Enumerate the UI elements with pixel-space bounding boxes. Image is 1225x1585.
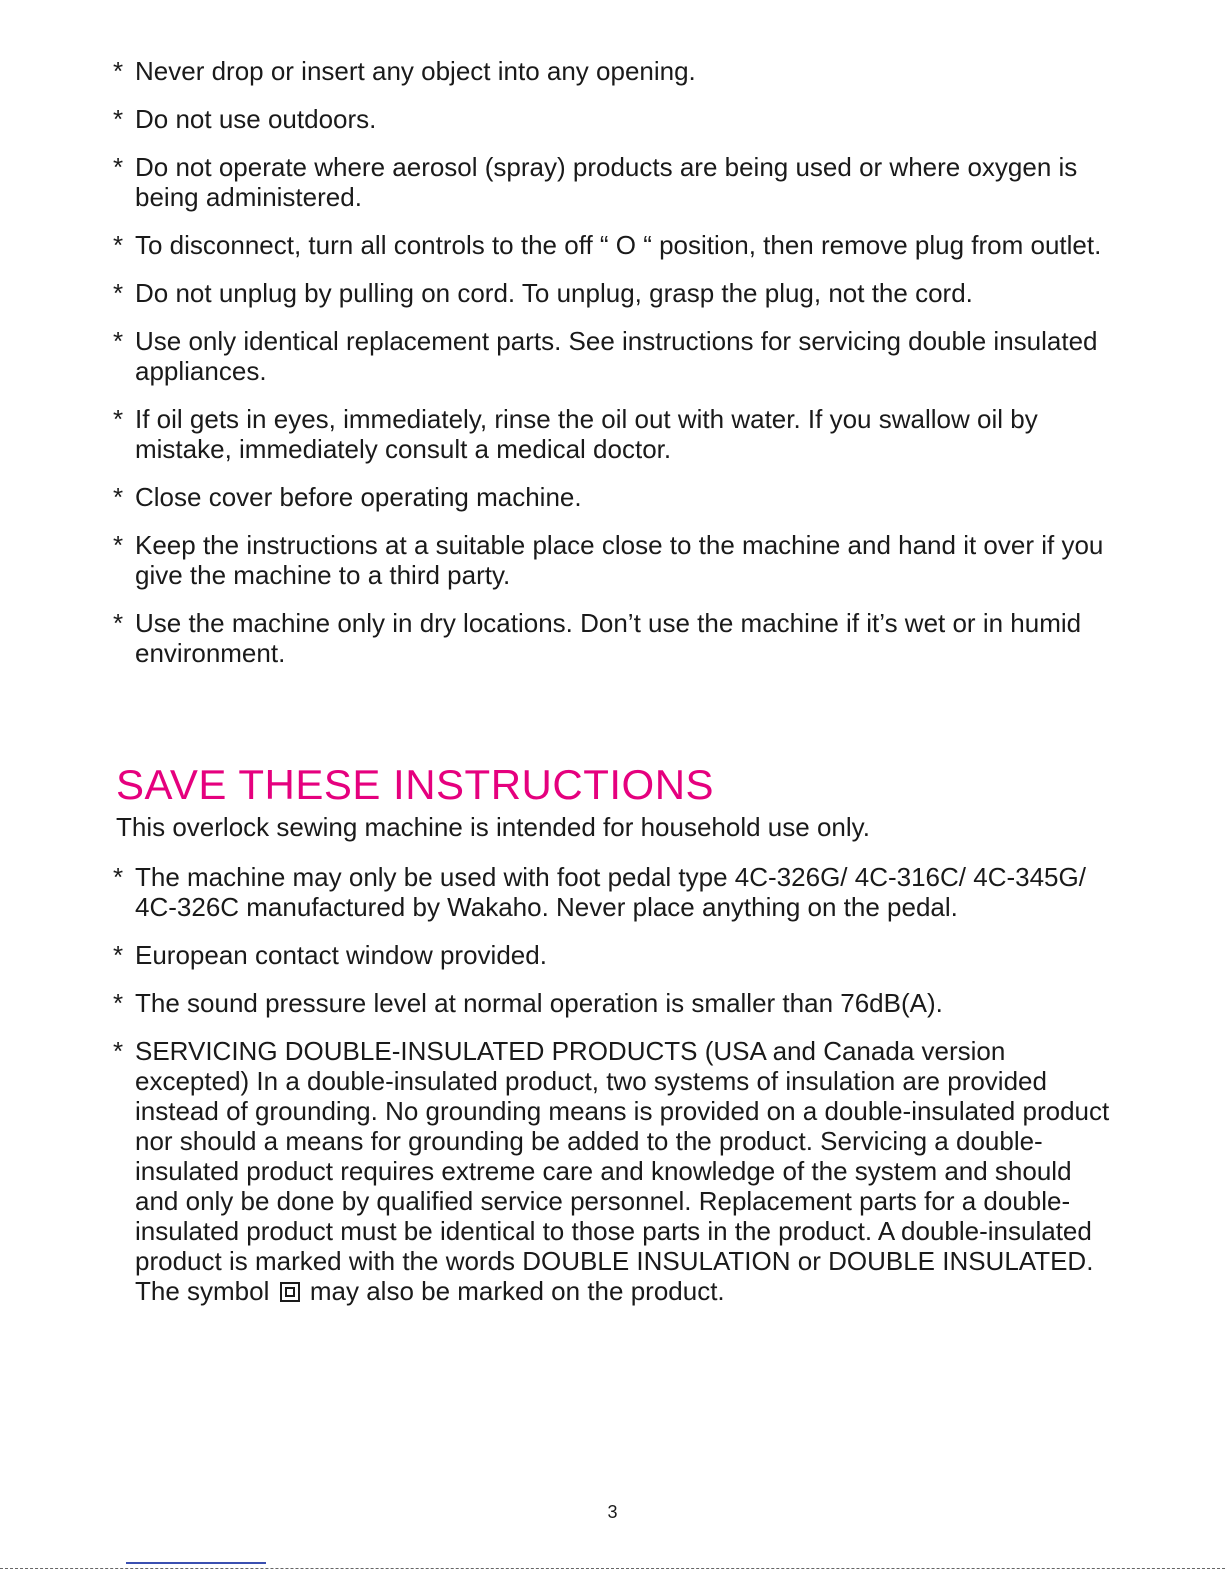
list-item (113, 482, 1113, 512)
bullet: * (113, 1036, 124, 1066)
symbol-suffix: may also be marked on the product. (309, 1276, 725, 1306)
warning-text: Do not use outdoors. (135, 104, 377, 134)
bullet: * (113, 530, 124, 560)
bullet: * (113, 326, 124, 356)
page-number: 3 (607, 1502, 618, 1522)
bullet: * (113, 278, 124, 308)
list-item (113, 326, 1113, 386)
bullet: * (113, 56, 124, 86)
double-insulation-symbol-icon (280, 1282, 300, 1302)
list-item (113, 404, 1113, 464)
bullet: * (113, 482, 124, 512)
list-item (113, 278, 1113, 308)
warning-text: Do not unplug by pulling on cord. To unplug, grasp the plug, not the cord. (135, 278, 973, 308)
bullet: * (113, 152, 124, 182)
bullet: * (113, 404, 124, 434)
bullet: * (113, 988, 124, 1018)
bullet: * (113, 230, 124, 260)
warning-text: Use only identical replacement parts. See instructions for servicing double insulated appliances. (135, 326, 1098, 386)
note-text: The machine may only be used with foot pedal type 4C-326G/ 4C-316C/ 4C-345G/ 4C-326C manufactured by Wakaho. Never place anything on the pedal. (135, 862, 1086, 922)
warning-text: Do not operate where aerosol (spray) products are being used or where oxygen is being administered. (135, 152, 1078, 212)
footer-divider (0, 1568, 1225, 1569)
list-item (113, 530, 1113, 590)
bullet: * (113, 940, 124, 970)
warning-text: If oil gets in eyes, immediately, rinse the oil out with water. If you swallow oil by mistake, immediately consult a medical doctor. (135, 404, 1038, 464)
list-item (113, 56, 1113, 86)
list-item (113, 862, 1113, 922)
bullet: * (113, 862, 124, 892)
list-item (113, 152, 1113, 212)
warning-text: Never drop or insert any object into any opening. (135, 56, 696, 86)
intro-text: This overlock sewing machine is intended for household use only. (116, 812, 870, 842)
servicing-item (113, 1036, 1113, 1306)
section-heading: SAVE THESE INSTRUCTIONS (116, 761, 715, 808)
list-item (113, 988, 1113, 1018)
list-item (113, 940, 1113, 970)
note-text: The sound pressure level at normal operation is smaller than 76dB(A). (135, 988, 943, 1018)
warning-text: Close cover before operating machine. (135, 482, 582, 512)
list-item (113, 608, 1113, 668)
note-text: European contact window provided. (135, 940, 547, 970)
warning-text: Keep the instructions at a suitable place close to the machine and hand it over if you give the machine to a third party. (135, 530, 1104, 590)
list-item (113, 104, 1113, 134)
symbol-prefix: The symbol (135, 1276, 270, 1306)
bullet: * (113, 608, 124, 638)
footer-mark (126, 1562, 266, 1564)
safety-warnings-list (113, 56, 1113, 686)
bullet: * (113, 104, 124, 134)
warning-text: Use the machine only in dry locations. Don’t use the machine if it’s wet or in humid environment. (135, 608, 1082, 668)
usage-notes-list (113, 862, 1113, 1324)
warning-text: To disconnect, turn all controls to the off “ O “ position, then remove plug from outlet. (135, 230, 1102, 260)
list-item (113, 230, 1113, 260)
servicing-text: SERVICING DOUBLE-INSULATED PRODUCTS (USA and Canada version excepted) In a double-insulated product, two systems of insulation are provided instead of grounding. No grounding means is provided on a double-insulated product nor should a means for grounding be added to the product. Servicing a double-insulated product requires extreme care and knowledge of the system and should and only be done by qualified service personnel. Replacement parts for a double-insulated product must be identical to those parts in the product. A double-insulated product is marked with the words DOUBLE INSULATION or DOUBLE INSULATED. (135, 1036, 1110, 1276)
